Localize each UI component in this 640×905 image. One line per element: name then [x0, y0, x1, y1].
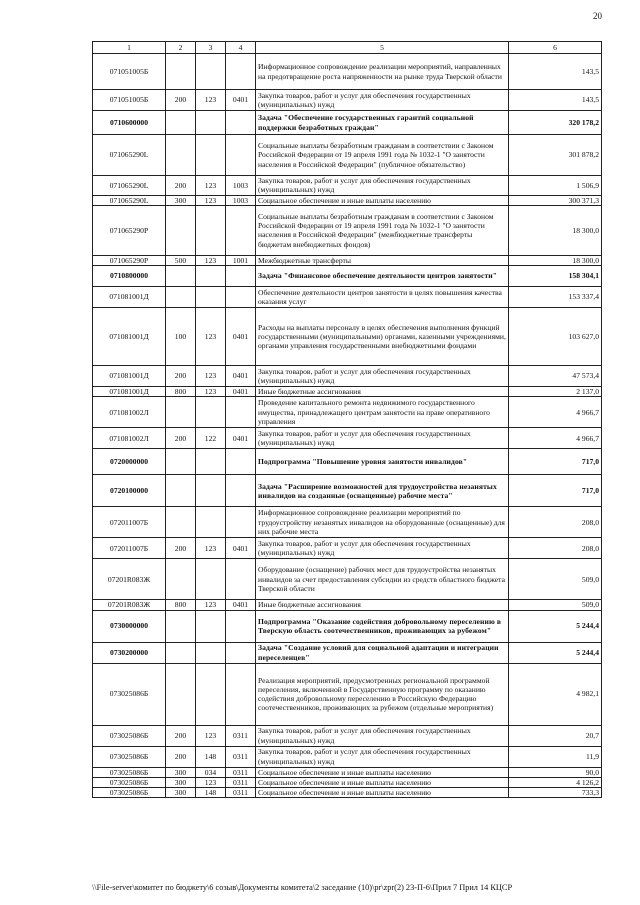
cell-code: 073025086Б	[93, 788, 166, 798]
cell-code: 07201R083Ж	[93, 600, 166, 610]
cell-amount: 2 137,0	[509, 387, 602, 397]
cell-c3: 148	[196, 788, 226, 798]
cell-c3: 123	[196, 90, 226, 111]
cell-c4: 1003	[226, 195, 256, 205]
cell-text: Социальное обеспечение и иные выплаты населению	[256, 777, 509, 787]
cell-code: 071051005Б	[93, 90, 166, 111]
cell-text: Информационное сопровождение реализации мероприятий по трудоустройству незанятых инвалидов на оборудованные (оснащенные) для них рабочие места	[256, 507, 509, 538]
cell-c2: 100	[166, 308, 196, 366]
table-row	[93, 507, 602, 538]
column-header-row	[93, 42, 602, 54]
cell-c4	[226, 287, 256, 308]
cell-amount: 1 506,9	[509, 176, 602, 196]
cell-text: Социальное обеспечение и иные выплаты населению	[256, 767, 509, 777]
column-header: 1	[93, 42, 166, 54]
cell-c4: 0311	[226, 777, 256, 787]
cell-code: 071065290L	[93, 135, 166, 176]
cell-c4	[226, 663, 256, 725]
cell-text: Закупка товаров, работ и услуг для обеспечения государственных (муниципальных) нужд	[256, 90, 509, 111]
cell-amount: 5 244,4	[509, 642, 602, 663]
cell-c4	[226, 475, 256, 507]
cell-c4	[226, 642, 256, 663]
cell-code: 073025086Б	[93, 725, 166, 746]
cell-c2	[166, 642, 196, 663]
cell-c2: 200	[166, 90, 196, 111]
table-row	[93, 538, 602, 559]
cell-text: Проведение капитального ремонта недвижимого государственного имущества, принадлежащего центрам занятости на праве оперативного управления	[256, 397, 509, 428]
cell-amount: 143,5	[509, 90, 602, 111]
cell-c3: 123	[196, 777, 226, 787]
cell-code: 071065290L	[93, 176, 166, 196]
cell-c2	[166, 266, 196, 287]
cell-c4	[226, 135, 256, 176]
table-row	[93, 767, 602, 777]
cell-c4: 0401	[226, 90, 256, 111]
cell-code: 071065290Р	[93, 205, 166, 255]
table-row	[93, 788, 602, 798]
cell-c2: 300	[166, 788, 196, 798]
cell-c2: 500	[166, 255, 196, 265]
column-header: 6	[509, 42, 602, 54]
cell-c3: 123	[196, 600, 226, 610]
cell-text: Обеспечение деятельности центров занятости в целях повышения качества оказания услуг	[256, 287, 509, 308]
cell-code: 0710800000	[93, 266, 166, 287]
cell-c4: 0311	[226, 725, 256, 746]
cell-code: 073025086Б	[93, 746, 166, 767]
cell-code: 0730000000	[93, 610, 166, 642]
cell-text: Подпрограмма "Повышение уровня занятости инвалидов"	[256, 449, 509, 475]
cell-amount: 4 966,7	[509, 397, 602, 428]
cell-text: Социальное обеспечение и иные выплаты населению	[256, 195, 509, 205]
cell-c3	[196, 266, 226, 287]
cell-c2: 300	[166, 195, 196, 205]
table-row	[93, 559, 602, 600]
cell-amount: 4 966,7	[509, 428, 602, 449]
cell-text: Расходы на выплаты персоналу в целях обеспечения выполнения функций государственными (муниципальными) органами, казенными учреждениями, органами управления государственными внебюджетными фондами	[256, 308, 509, 366]
cell-c2: 200	[166, 366, 196, 387]
cell-text: Задача "Обеспечение государственных гарантий социальной поддержки безработных граждан"	[256, 111, 509, 135]
cell-amount: 509,0	[509, 600, 602, 610]
cell-amount: 509,0	[509, 559, 602, 600]
cell-text: Подпрограмма "Оказание содействия добровольному переселению в Тверскую область соотечественников, проживающих за рубежом"	[256, 610, 509, 642]
cell-c2	[166, 135, 196, 176]
cell-c4: 0401	[226, 387, 256, 397]
cell-code: 0720100000	[93, 475, 166, 507]
table-row	[93, 428, 602, 449]
cell-c4: 0401	[226, 600, 256, 610]
cell-c3	[196, 205, 226, 255]
table-row	[93, 90, 602, 111]
cell-code: 07201R083Ж	[93, 559, 166, 600]
column-header: 2	[166, 42, 196, 54]
cell-c3: 148	[196, 746, 226, 767]
cell-code: 071065290L	[93, 195, 166, 205]
cell-c3	[196, 54, 226, 90]
cell-c3	[196, 287, 226, 308]
cell-c2	[166, 449, 196, 475]
file-path-footer: \\File-server\комитет по бюджету\6 созыв\Документы комитета\2 заседание (10)\pr\zpr(2) 23-П-6\Прил 7 Прил 14 КЦСР	[92, 883, 513, 892]
cell-c2: 200	[166, 538, 196, 559]
cell-c3: 123	[196, 387, 226, 397]
cell-amount: 733,3	[509, 788, 602, 798]
cell-c2	[166, 559, 196, 600]
cell-c3: 123	[196, 538, 226, 559]
cell-c3	[196, 507, 226, 538]
table-row	[93, 387, 602, 397]
cell-c3	[196, 610, 226, 642]
cell-amount: 11,9	[509, 746, 602, 767]
cell-text: Задача "Расширение возможностей для трудоустройства незанятых инвалидов на созданные (оснащенные) рабочие места"	[256, 475, 509, 507]
cell-text: Закупка товаров, работ и услуг для обеспечения государственных (муниципальных) нужд	[256, 725, 509, 746]
cell-c2: 300	[166, 767, 196, 777]
cell-code: 071051005Б	[93, 54, 166, 90]
table-row	[93, 195, 602, 205]
cell-amount: 153 337,4	[509, 287, 602, 308]
budget-table	[92, 41, 602, 798]
table-row	[93, 205, 602, 255]
cell-c4	[226, 54, 256, 90]
table-row	[93, 366, 602, 387]
cell-text: Реализация мероприятий, предусмотренных региональной программой переселения, включенной в Государственную программу по оказанию содействия добровольному переселению в Российскую Федерацию соотечественников, проживающих за рубежом (отдельные мероприятия)	[256, 663, 509, 725]
cell-c2: 200	[166, 176, 196, 196]
cell-amount: 90,0	[509, 767, 602, 777]
cell-c3	[196, 642, 226, 663]
cell-text: Задача "Создание условий для социальной адаптации и интеграции переселенцев"	[256, 642, 509, 663]
cell-c3: 123	[196, 255, 226, 265]
cell-code: 073025086Б	[93, 777, 166, 787]
cell-c4: 1003	[226, 176, 256, 196]
table-row	[93, 600, 602, 610]
table-row	[93, 725, 602, 746]
cell-c3: 123	[196, 176, 226, 196]
page-number: 20	[593, 11, 602, 21]
cell-c4	[226, 111, 256, 135]
cell-c2: 200	[166, 428, 196, 449]
cell-amount: 47 573,4	[509, 366, 602, 387]
cell-amount: 18 300,0	[509, 205, 602, 255]
cell-c2	[166, 507, 196, 538]
cell-code: 071081001Д	[93, 366, 166, 387]
cell-c4: 0311	[226, 767, 256, 777]
cell-c3: 123	[196, 366, 226, 387]
cell-text: Социальное обеспечение и иные выплаты населению	[256, 788, 509, 798]
cell-code: 071081001Д	[93, 308, 166, 366]
table-row	[93, 610, 602, 642]
cell-c2	[166, 397, 196, 428]
cell-c4	[226, 449, 256, 475]
cell-text: Закупка товаров, работ и услуг для обеспечения государственных (муниципальных) нужд	[256, 538, 509, 559]
cell-text: Закупка товаров, работ и услуг для обеспечения государственных (муниципальных) нужд	[256, 176, 509, 196]
cell-c4: 0401	[226, 428, 256, 449]
cell-amount: 4 982,1	[509, 663, 602, 725]
cell-c4: 0311	[226, 788, 256, 798]
cell-text: Закупка товаров, работ и услуг для обеспечения государственных (муниципальных) нужд	[256, 366, 509, 387]
cell-c3: 123	[196, 308, 226, 366]
cell-text: Информационное сопровождение реализации мероприятий, направленных на предотвращение роста напряженности на рынке труда Тверской области	[256, 54, 509, 90]
cell-amount: 717,0	[509, 475, 602, 507]
cell-c4: 0401	[226, 366, 256, 387]
cell-amount: 300 371,3	[509, 195, 602, 205]
cell-amount: 301 878,2	[509, 135, 602, 176]
cell-code: 0720000000	[93, 449, 166, 475]
cell-amount: 320 178,2	[509, 111, 602, 135]
table-row	[93, 135, 602, 176]
cell-code: 0710600000	[93, 111, 166, 135]
cell-c2	[166, 663, 196, 725]
table-row	[93, 111, 602, 135]
cell-c3	[196, 397, 226, 428]
cell-c4	[226, 559, 256, 600]
cell-amount: 103 627,0	[509, 308, 602, 366]
cell-code: 0730200000	[93, 642, 166, 663]
cell-c2: 800	[166, 600, 196, 610]
cell-c2	[166, 54, 196, 90]
table-row	[93, 308, 602, 366]
cell-c2: 800	[166, 387, 196, 397]
column-header: 3	[196, 42, 226, 54]
table-row	[93, 642, 602, 663]
cell-code: 073025086Б	[93, 767, 166, 777]
cell-text: Задача "Финансовое обеспечение деятельности центров занятости"	[256, 266, 509, 287]
table-row	[93, 449, 602, 475]
cell-c3	[196, 663, 226, 725]
cell-c3: 034	[196, 767, 226, 777]
cell-c4	[226, 507, 256, 538]
cell-c2	[166, 111, 196, 135]
cell-c4: 0311	[226, 746, 256, 767]
cell-text: Закупка товаров, работ и услуг для обеспечения государственных (муниципальных) нужд	[256, 428, 509, 449]
cell-c3	[196, 111, 226, 135]
cell-c4: 0401	[226, 538, 256, 559]
table-row	[93, 54, 602, 90]
cell-c4	[226, 266, 256, 287]
cell-amount: 20,7	[509, 725, 602, 746]
cell-text: Социальные выплаты безработным гражданам в соответствии с Законом Российской Федерации от 19 апреля 1991 года № 1032-1 "О занятости населения в Российской Федерации" (публичное обязательство)	[256, 135, 509, 176]
cell-c3	[196, 475, 226, 507]
cell-c4: 1001	[226, 255, 256, 265]
cell-amount: 158 304,1	[509, 266, 602, 287]
column-header: 5	[256, 42, 509, 54]
cell-c2	[166, 287, 196, 308]
cell-c2	[166, 205, 196, 255]
cell-code: 073025086Б	[93, 663, 166, 725]
cell-code: 071081001Д	[93, 287, 166, 308]
cell-c3	[196, 559, 226, 600]
cell-amount: 4 126,2	[509, 777, 602, 787]
cell-c3: 123	[196, 195, 226, 205]
table-row	[93, 663, 602, 725]
cell-c3	[196, 449, 226, 475]
cell-text: Иные бюджетные ассигнования	[256, 600, 509, 610]
cell-c2: 200	[166, 725, 196, 746]
cell-c2: 200	[166, 746, 196, 767]
cell-code: 071081002Л	[93, 428, 166, 449]
cell-code: 071081001Д	[93, 387, 166, 397]
column-header: 4	[226, 42, 256, 54]
cell-c2: 300	[166, 777, 196, 787]
cell-text: Иные бюджетные ассигнования	[256, 387, 509, 397]
cell-c4	[226, 610, 256, 642]
table-row	[93, 255, 602, 265]
cell-amount: 18 300,0	[509, 255, 602, 265]
cell-text: Закупка товаров, работ и услуг для обеспечения государственных (муниципальных) нужд	[256, 746, 509, 767]
cell-amount: 143,5	[509, 54, 602, 90]
cell-c3: 122	[196, 428, 226, 449]
cell-amount: 5 244,4	[509, 610, 602, 642]
cell-c2	[166, 475, 196, 507]
cell-c2	[166, 610, 196, 642]
cell-amount: 717,0	[509, 449, 602, 475]
cell-text: Социальные выплаты безработным гражданам в соответствии с Законом Российской Федерации от 19 апреля 1991 года № 1032-1 "О занятости населения в Российской Федерации" (межбюджетные трансферты бюджетам внебюджетных фондов)	[256, 205, 509, 255]
cell-c3: 123	[196, 725, 226, 746]
table-row	[93, 287, 602, 308]
cell-amount: 208,0	[509, 507, 602, 538]
table-row	[93, 475, 602, 507]
cell-text: Межбюджетные трансферты	[256, 255, 509, 265]
table-row	[93, 746, 602, 767]
cell-text: Оборудование (оснащение) рабочих мест для трудоустройства незанятых инвалидов за счет предоставления субсидии из средств областного бюджета Тверской области	[256, 559, 509, 600]
cell-c4: 0401	[226, 308, 256, 366]
cell-c4	[226, 397, 256, 428]
cell-code: 072011007Б	[93, 507, 166, 538]
cell-code: 072011007Б	[93, 538, 166, 559]
table-row	[93, 397, 602, 428]
cell-code: 071065290Р	[93, 255, 166, 265]
cell-code: 071081002Л	[93, 397, 166, 428]
table-row	[93, 777, 602, 787]
table-row	[93, 266, 602, 287]
table-row	[93, 176, 602, 196]
cell-c3	[196, 135, 226, 176]
cell-c4	[226, 205, 256, 255]
cell-amount: 208,0	[509, 538, 602, 559]
